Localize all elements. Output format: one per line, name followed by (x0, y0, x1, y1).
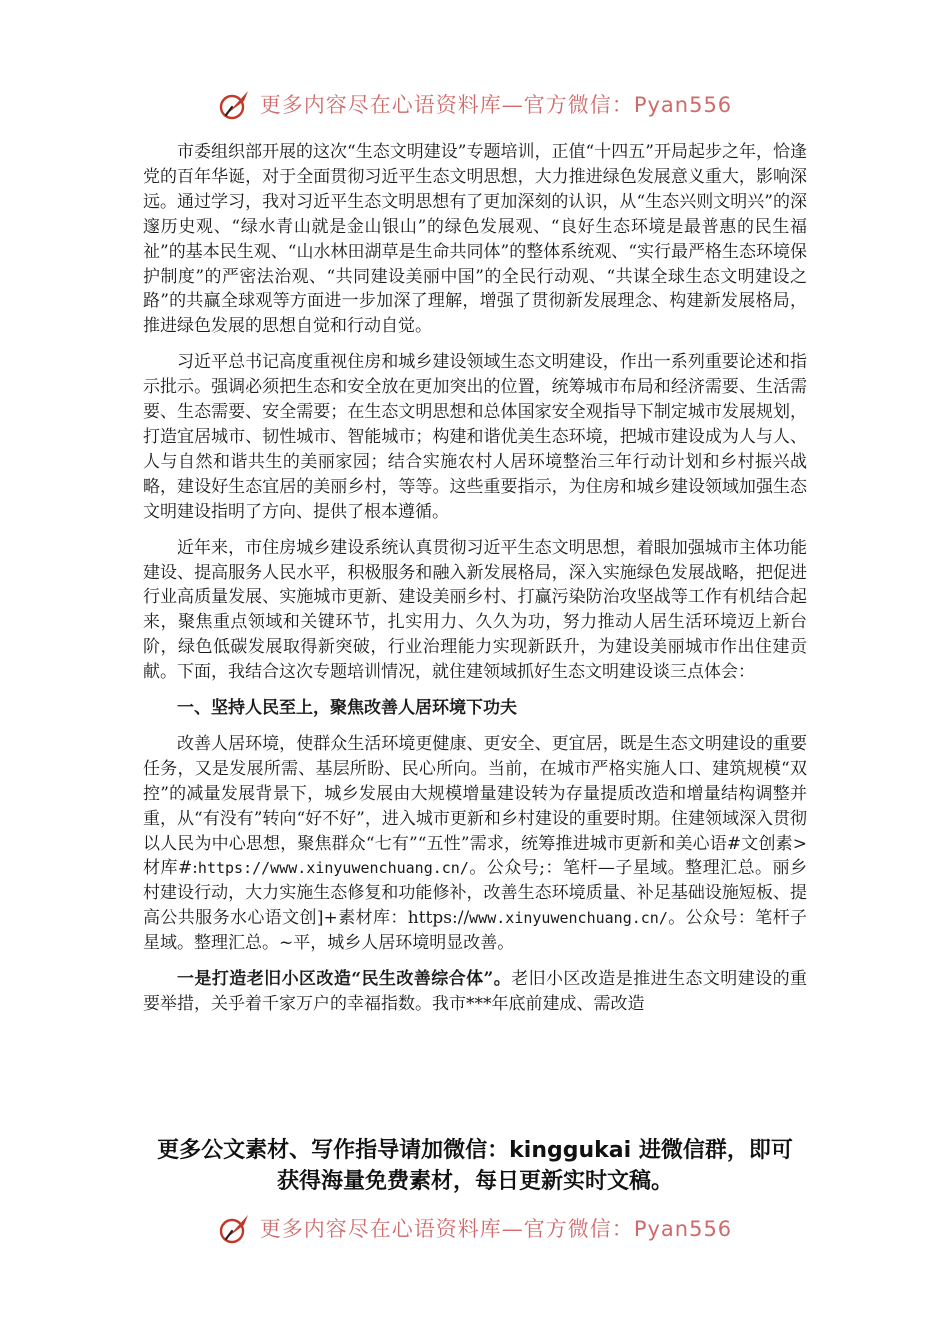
paragraph-5-lead: 一是打造老旧小区改造“民生改善综合体”。 (177, 969, 512, 990)
banner-wechat-id: Pyan556 (633, 93, 733, 117)
paragraph-2: 习近平总书记高度重视住房和城乡建设领域生态文明建设，作出一系列重要论述和指示批示。强调必须把生态和安全放在更加突出的位置，统筹城市布局和经济需要、生活需要、生态需要、安全需要；在生态文明思想和总体国家安全观指导下制定城市发展规划，打造宜居城市、韧性城市、智能城市；构建和谐优美生态环境，把城市建设成为人与人、人与自然和谐共生的美丽家园；结合实施农村人居环境整治三年行动计划和乡村振兴战略，建设好生态宜居的美丽乡村，等等。这些重要指示，为住房和城乡建设领域加强生态文明建设指明了方向、提供了根本遵循。 (143, 352, 807, 522)
footer-banner-text: 更多内容尽在心语资料库—官方微信：Pyan556 (259, 1217, 733, 1241)
url-text-2: www.xinyuwenchuang.cn/ (469, 909, 668, 928)
banner-text: 更多内容尽在心语资料库—官方微信：Pyan556 (259, 93, 733, 117)
paragraph-5-rest: 老旧小区改造是推进生态文明建设的重要举措，关乎着千家万户的幸福指数。我市***年底前建成、需改造 (143, 969, 808, 1014)
url-text-1: https://www.xinyuwenchuang.cn/ (197, 859, 469, 878)
paragraph-4-part-a: 改善人居环境，使群众生活环境更健康、更安全、更宜居，既是生态文明建设的重要任务，又是发展所需、基层所盼、民心所向。当前，在城市严格实施人口、建筑规模“双控”的减量发展背景下，城乡发展由大规模增量建设转为存量提质改造和增量结构调整并重，从“有没有”转向“好不好”，进入城市更新和乡村建设的重要时期。住建领域深入贯彻以人民为中心思想，聚焦群众“七有”“五性”需求，统筹推进城市更新和美心语#文创素>材库#: (143, 733, 807, 879)
paragraph-4 (143, 732, 807, 956)
promo-notice (143, 1135, 807, 1197)
footer-banner-content (218, 1211, 732, 1245)
promo-line-1: 更多公文素材、写作指导请加微信：kinggukai 进微信群，即可 (157, 1138, 793, 1163)
paragraph-5 (143, 967, 807, 1017)
paragraph-3: 近年来，市住房城乡建设系统认真贯彻习近平生态文明思想，着眼加强城市主体功能建设、提高服务人民水平，积极服务和融入新发展格局，深入实施绿色发展战略，把促进行业高质量发展、实施城市更新、建设美丽乡村、打赢污染防治攻坚战等工作有机结合起来，聚焦重点领域和关键环节，扎实用力、久久为功，努力推动人居生活环境迈上新台阶，绿色低碳发展取得新突破，行业治理能力实现新跃升，为建设美丽城市作出住建贡献。下面，我结合这次专题培训情况，就住建领域抓好生态文明建设谈三点体会： (143, 537, 807, 683)
footer-banner (0, 1208, 950, 1248)
article-body (143, 140, 807, 1028)
quill-pen-logo-icon (218, 87, 252, 121)
paragraph-4-part-c: 。公众号：笔杆子星域。整理汇总。~平，城乡人居环境明显改善。 (143, 908, 808, 954)
header-banner (0, 84, 950, 124)
quill-pen-logo-icon (218, 1211, 252, 1245)
section-heading-1: 一、坚持人民至上，聚焦改善人居环境下功夫 (177, 698, 517, 719)
banner-content (218, 87, 732, 121)
footer-wechat-id: Pyan556 (633, 1217, 733, 1241)
paragraph-1: 市委组织部开展的这次“生态文明建设”专题培训，正值“十四五”开局起步之年，恰逢党的百年华诞，对于全面贯彻习近平生态文明思想，大力推进绿色发展意义重大，影响深远。通过学习，我对习近平生态文明思想有了更加深刻的认识，从“生态兴则文明兴”的深邃历史观、“绿水青山就是金山银山”的绿色发展观、“良好生态环境是最普惠的民生福祉”的基本民生观、“山水林田湖草是生命共同体”的整体系统观、“实行最严格生态环境保护制度”的严密法治观、“共同建设美丽中国”的全民行动观、“共谋全球生态文明建设之路”的共赢全球观等方面进一步加深了理解，增强了贯彻新发展理念、构建新发展格局，推进绿色发展的思想自觉和行动自觉。 (143, 142, 807, 337)
promo-line-2: 获得海量免费素材，每日更新实时文稿。 (276, 1169, 673, 1194)
paragraph-4-part-b: 。公众号;：笔杆—子星域。整理汇总。丽乡村建设行动，大力实施生态修复和功能修补，改善生态环境质量、补足基础设施短板、提高公共服务水心语文创]+素材库：https:// (143, 858, 807, 929)
